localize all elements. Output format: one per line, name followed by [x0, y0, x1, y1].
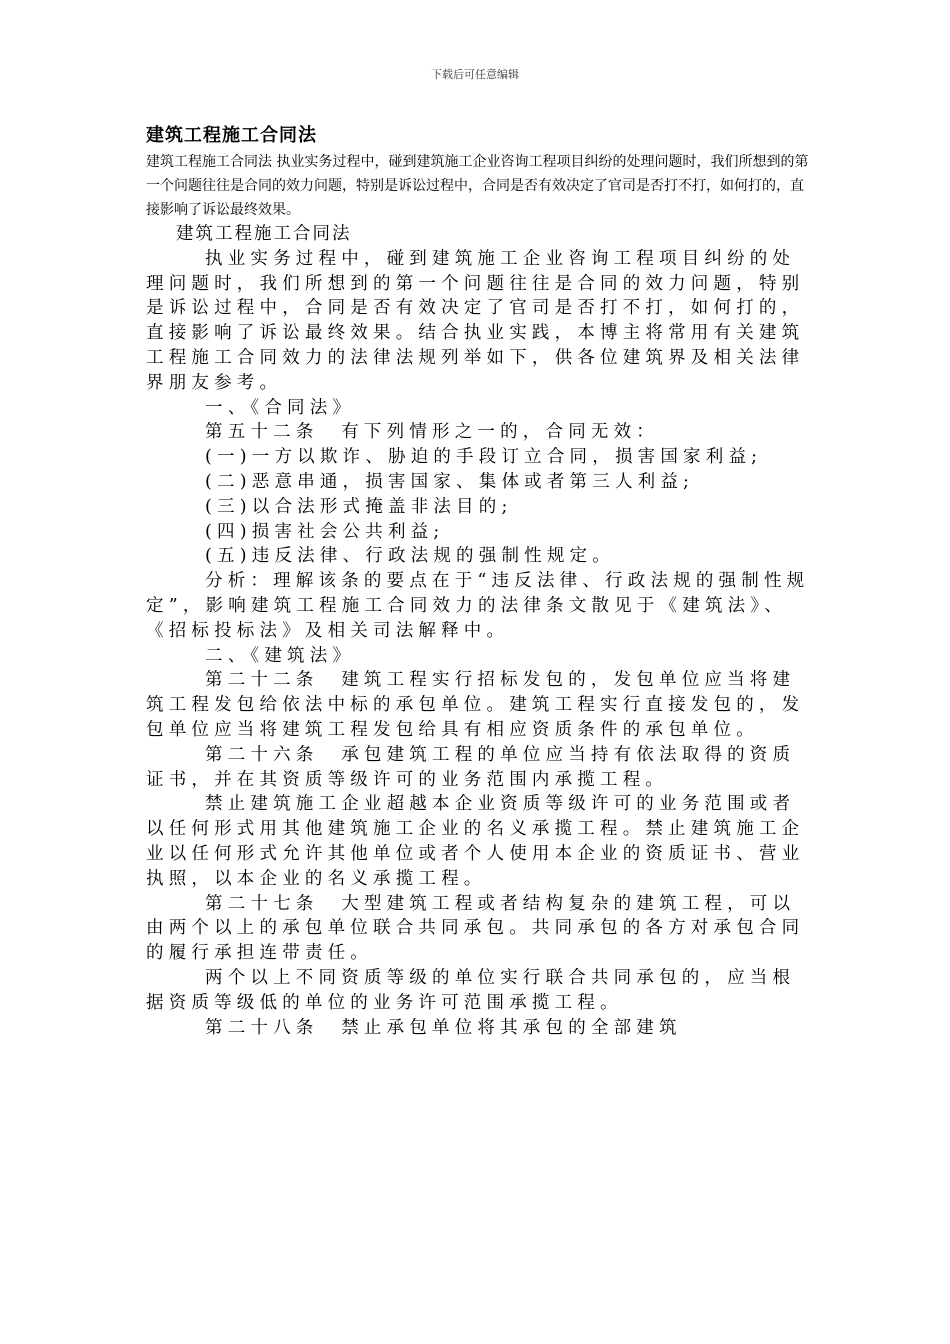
section-heading: 一、《合同法》 [205, 397, 356, 418]
paragraph: (一)一方以欺诈、胁迫的手段订立合同，损害国家利益; [205, 447, 763, 468]
paragraph: 执业实务过程中，碰到建筑施工企业咨询工程项目纠纷的处理问题时，我们所想到的第一个问题往往是合同的效力问题，特别是诉讼过程中，合同是否有效决定了官司是否打不打，如何打的，直接影响了诉讼最终效果。结合执业实践，本博主将常用有关建筑工程施工合同效力的法律法规列举如下，供各位建筑界及相关法律界朋友参考。 [146, 248, 805, 393]
paragraph: 第二十七条 大型建筑工程或者结构复杂的建筑工程，可以由两个以上的承包单位联合共同承包。共同承包的各方对承包合同的履行承担连带责任。 [146, 893, 805, 964]
document-title: 建筑工程施工合同法 [146, 125, 317, 146]
paragraph: 两个以上不同资质等级的单位实行联合共同承包的，应当根据资质等级低的单位的业务许可范围承揽工程。 [146, 967, 796, 1013]
paragraph: 第二十二条 建筑工程实行招标发包的，发包单位应当将建筑工程发包给依法中标的承包单位。建筑工程实行直接发包的，发包单位应当将建筑工程发包给具有相应资质条件的承包单位。 [146, 670, 805, 740]
paragraph: (二)恶意串通，损害国家、集体或者第三人利益; [205, 471, 695, 492]
paragraph: 第二十六条 承包建筑工程的单位应当持有依法取得的资质证书，并在其资质等级许可的业务范围内承揽工程。 [146, 744, 796, 790]
paragraph: 第二十八条 禁止承包单位将其承包的全部建筑 [205, 1017, 682, 1038]
paragraph: (五)违反法律、行政法规的强制性规定。 [205, 546, 615, 567]
paragraph: (四)损害社会公共利益; [205, 521, 445, 542]
paragraph: 分析：理解该条的要点在于“违反法律、行政法规的强制性规定”，影响建筑工程施工合同效力的法律条文散见于《建筑法》、《招标投标法》及相关司法解释中。 [146, 571, 810, 641]
paragraph: 禁止建筑施工企业超越本企业资质等级许可的业务范围或者以任何形式用其他建筑施工企业的名义承揽工程。禁止建筑施工企业以任何形式允许其他单位或者个人使用本企业的资质证书、营业执照，以本企业的名义承揽工程。 [146, 794, 805, 889]
paragraph: (三)以合法形式掩盖非法目的; [205, 496, 513, 517]
document-subtitle: 建筑工程施工合同法 [176, 224, 352, 244]
document-summary: 建筑工程施工合同法 执业实务过程中，碰到建筑施工企业咨询工程项目纠纷的处理问题时，我们所想到的第一个问题往往是合同的效力问题，特别是诉讼过程中，合同是否有效决定了官司是否打不打，如何打的，直接影响了诉讼最终效果。 [146, 154, 809, 218]
document-content [146, 122, 814, 1040]
section-heading: 二、《建筑法》 [205, 645, 356, 666]
page-header: 下载后可任意编辑 [431, 68, 519, 81]
paragraph: 第五十二条 有下列情形之一的，合同无效： [205, 422, 659, 443]
